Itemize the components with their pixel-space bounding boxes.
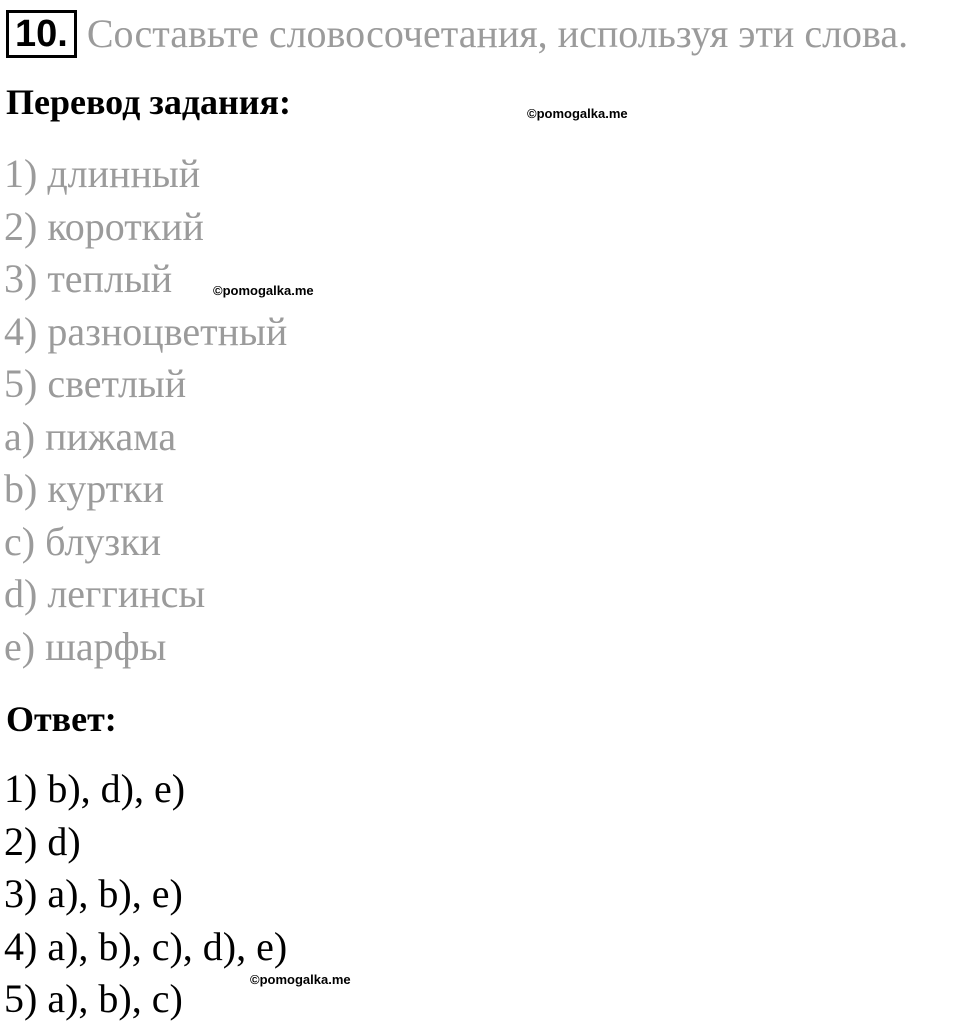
list-item: a) пижама: [4, 413, 177, 459]
list-item: 5) a), b), c): [4, 976, 183, 1021]
list-item: 3) a), b), e): [4, 871, 183, 916]
task-instruction: Составьте словосочетания, используя эти слова.: [86, 11, 909, 56]
watermark: ©pomogalka.me: [213, 283, 314, 298]
list-item: 2) d): [4, 818, 81, 864]
answer-list: [4, 763, 287, 1026]
watermark: ©pomogalka.me: [527, 106, 628, 121]
list-item: e) шарфы: [4, 623, 167, 669]
translation-list: [4, 148, 287, 673]
watermark: ©pomogalka.me: [250, 972, 351, 987]
translation-title: Перевод задания:: [6, 82, 291, 122]
list-item: 3) теплый: [4, 256, 173, 301]
task-header: [6, 8, 908, 60]
list-item: b) куртки: [4, 466, 164, 511]
list-item: 4) a), b), c), d), e): [4, 923, 288, 969]
answer-title: Ответ:: [6, 699, 117, 739]
list-item: d) леггинсы: [4, 571, 206, 616]
list-item: 1) длинный: [4, 151, 201, 196]
task-number: 10.: [6, 10, 77, 58]
list-item: 4) разноцветный: [4, 308, 288, 354]
list-item: 1) b), d), e): [4, 766, 186, 811]
list-item: c) блузки: [4, 518, 162, 564]
list-item: 2) короткий: [4, 203, 204, 249]
list-item: 5) светлый: [4, 361, 187, 406]
